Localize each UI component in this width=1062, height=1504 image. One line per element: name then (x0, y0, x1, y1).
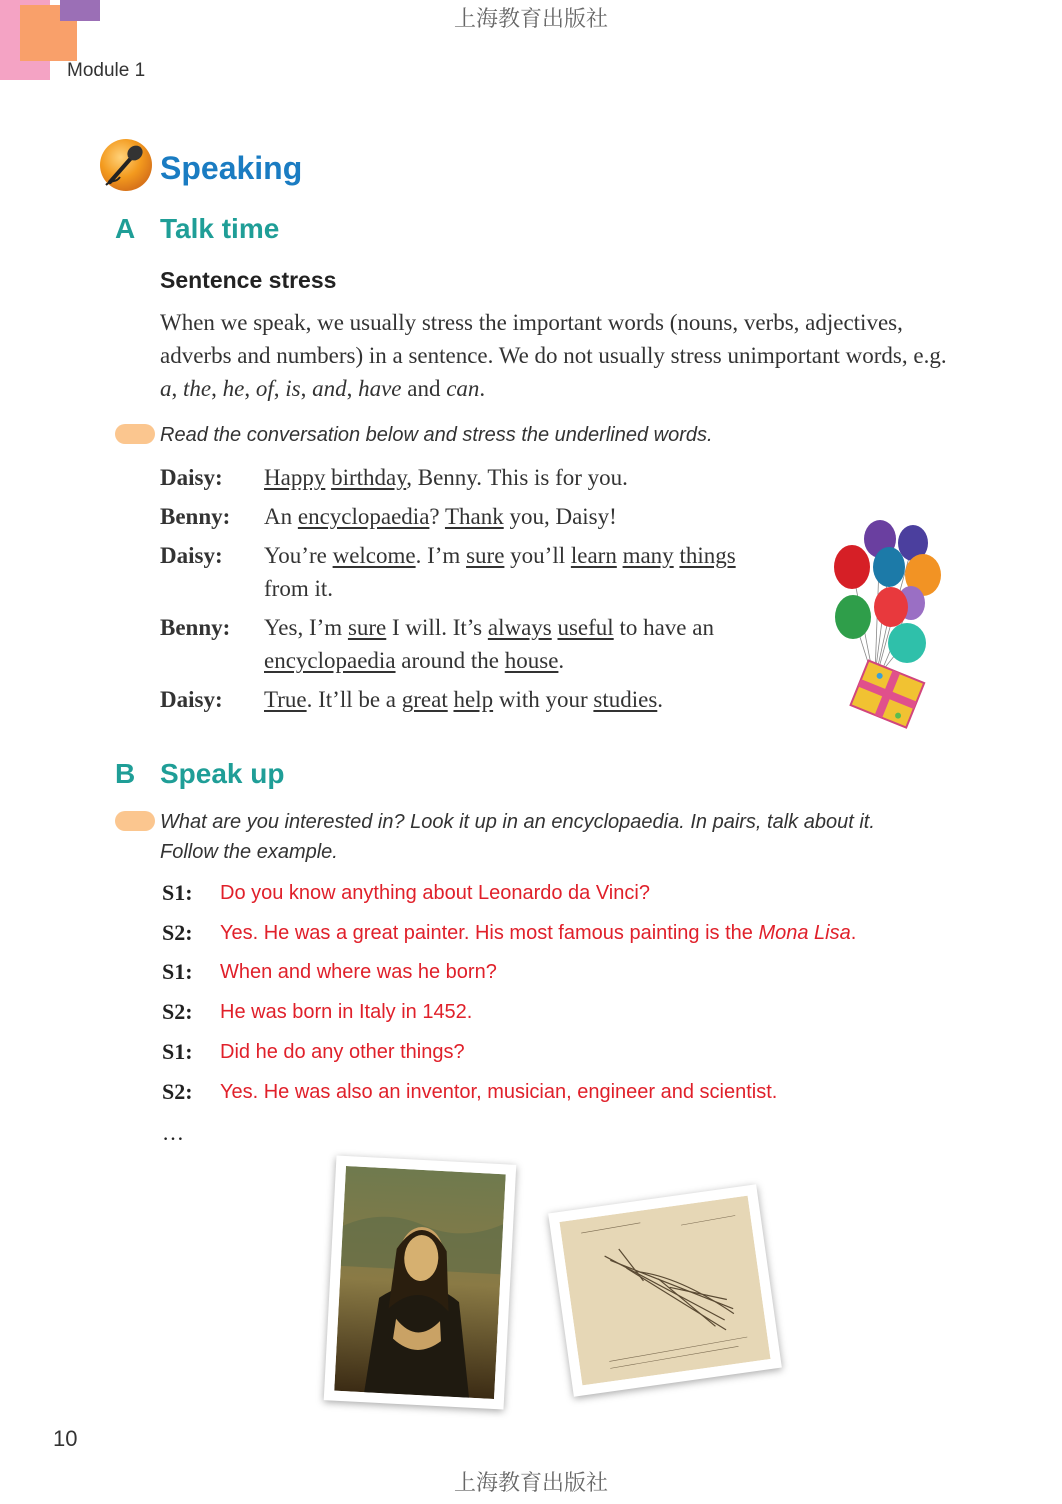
text-segment: . (558, 648, 565, 673)
stressed-word: useful (557, 615, 614, 640)
stressed-word: sure (347, 615, 387, 640)
turn-text (264, 611, 824, 677)
mona-lisa-image (334, 1166, 506, 1399)
dialogue-text (220, 882, 650, 905)
text-segment: ? (429, 504, 445, 529)
stressed-word: birthday (331, 465, 407, 490)
dialogue-text-main: When and where was he born? (220, 961, 497, 984)
turn-text (264, 539, 824, 605)
text-segment: with your (493, 687, 594, 712)
turn-text (264, 500, 824, 533)
part-b-instruction-line2: Follow the example. (160, 841, 338, 863)
separator: , (244, 376, 256, 401)
dialogue-text-main: He was born in Italy in 1452. (220, 1001, 473, 1024)
dialogue-text (220, 922, 856, 945)
part-b-instruction-line1: What are you interested in? Look it up in an encyclopaedia. In pairs, talk about it. (160, 811, 875, 833)
example-word: is (285, 376, 301, 401)
example-word: can (446, 376, 480, 401)
microphone-icon (98, 137, 154, 193)
part-b-title: Speak up (160, 758, 285, 789)
stressed-word: Happy (264, 465, 326, 490)
module-label: Module 1 (67, 60, 146, 81)
balloons-gift-illustration (825, 515, 950, 735)
sentence-stress-heading: Sentence stress (160, 267, 337, 293)
dialogue-text-main: Yes. He was a great painter. His most famous painting is the (220, 921, 759, 944)
example-word: he (222, 376, 245, 401)
separator: , (346, 376, 359, 401)
dialogue-speaker: S1: (162, 959, 193, 985)
separator: , (273, 376, 286, 401)
example-word: have (358, 376, 402, 401)
turn-text (264, 683, 824, 716)
section-title: Speaking (160, 150, 303, 186)
speaker-name: Daisy: (160, 687, 223, 712)
stressed-word: Thank (444, 504, 504, 529)
dialogue-text-main: Yes. He was also an inventor, musician, engineer and scientist. (220, 1080, 778, 1103)
stressed-word: house (504, 648, 559, 673)
text-segment: An (264, 504, 298, 529)
dialogue-text (220, 961, 497, 984)
text-segment: from it. (264, 576, 333, 601)
mona-lisa-photo (324, 1155, 517, 1409)
text-segment: I will. It’s (386, 615, 488, 640)
stressed-word: welcome (332, 543, 416, 568)
example-word: the (183, 376, 212, 401)
dialogue-speaker: S2: (162, 1078, 193, 1104)
stressed-word: encyclopaedia (297, 504, 430, 529)
davinci-sketch-photo (548, 1184, 782, 1396)
dialogue-text-main: Do you know anything about Leonardo da Vinci? (220, 882, 650, 904)
explanation-lead: When we speak, we usually stress the important words (nouns, verbs, adjectives, adverbs and numbers) in a sentence. We do not usually stress unimportant words, e.g. (160, 310, 947, 368)
turn-text (264, 461, 824, 494)
stressed-word: great (401, 687, 448, 712)
example-word: of (255, 376, 274, 401)
publisher-footer: 上海教育出版社 (453, 1471, 608, 1496)
stressed-word: always (487, 615, 552, 640)
dialogue-speaker: S1: (162, 880, 193, 905)
turn-line (264, 500, 824, 533)
stressed-word: things (679, 543, 736, 568)
part-a-instruction: Read the conversation below and stress the underlined words. (160, 424, 713, 446)
dialogue-text-end: . (850, 921, 857, 944)
separator: , (211, 376, 223, 401)
text-segment: you’ll (504, 543, 571, 568)
text-segment: Yes, I’m (264, 615, 348, 640)
stressed-word: help (453, 687, 494, 712)
text-segment: . I’m (415, 543, 467, 568)
turn-line (264, 683, 824, 716)
publisher-header: 上海教育出版社 (453, 7, 608, 32)
flying-machine-sketch (559, 1196, 770, 1386)
text-segment: to have an (613, 615, 714, 640)
turn-line (264, 539, 824, 572)
example-word: a (160, 376, 172, 401)
separator: , (171, 376, 183, 401)
dialogue-text-main: Did he do any other things? (220, 1040, 465, 1063)
speaker-name: Daisy: (160, 543, 223, 568)
dialogue-speaker: S1: (162, 1038, 193, 1064)
turn-line (264, 611, 824, 644)
text-segment: . (657, 687, 664, 712)
speaker-name: Daisy: (160, 465, 223, 490)
stressed-word: many (622, 543, 674, 568)
painting-title: Mona Lisa (758, 921, 851, 944)
text-segment: You’re (264, 543, 333, 568)
dialogue-text (220, 1041, 465, 1064)
dialogue-text (220, 1001, 472, 1024)
stressed-word: sure (466, 543, 505, 568)
dialogue-speaker: S2: (162, 999, 193, 1025)
part-a-letter: A (115, 213, 136, 244)
stressed-word: studies (593, 687, 658, 712)
turn-line (264, 644, 824, 677)
turn-line (264, 572, 824, 605)
part-b-letter: B (115, 758, 136, 789)
stressed-word: learn (570, 543, 617, 568)
explanation-end: . (479, 376, 486, 401)
speaker-name: Benny: (160, 615, 231, 640)
example-word: and (312, 376, 347, 401)
instruction-marker (115, 424, 155, 444)
part-a-title: Talk time (160, 213, 280, 244)
dialogue-speaker: S2: (162, 919, 193, 945)
stressed-word: encyclopaedia (264, 648, 396, 673)
dialogue-text (220, 1081, 777, 1104)
text-segment: around the (395, 648, 505, 673)
page-number: 10 (53, 1426, 78, 1451)
speaker-name: Benny: (160, 504, 231, 529)
turn-line (264, 461, 824, 494)
instruction-marker (115, 811, 155, 831)
sentence-stress-explanation (160, 306, 960, 405)
text-segment: you, Daisy! (503, 504, 617, 529)
stressed-word: True (264, 687, 307, 712)
dialogue-ellipsis: … (162, 1120, 184, 1145)
text-segment: . It’ll be a (306, 687, 402, 712)
separator: and (401, 376, 447, 401)
separator: , (300, 376, 313, 401)
text-segment: , Benny. This is for you. (406, 465, 628, 490)
